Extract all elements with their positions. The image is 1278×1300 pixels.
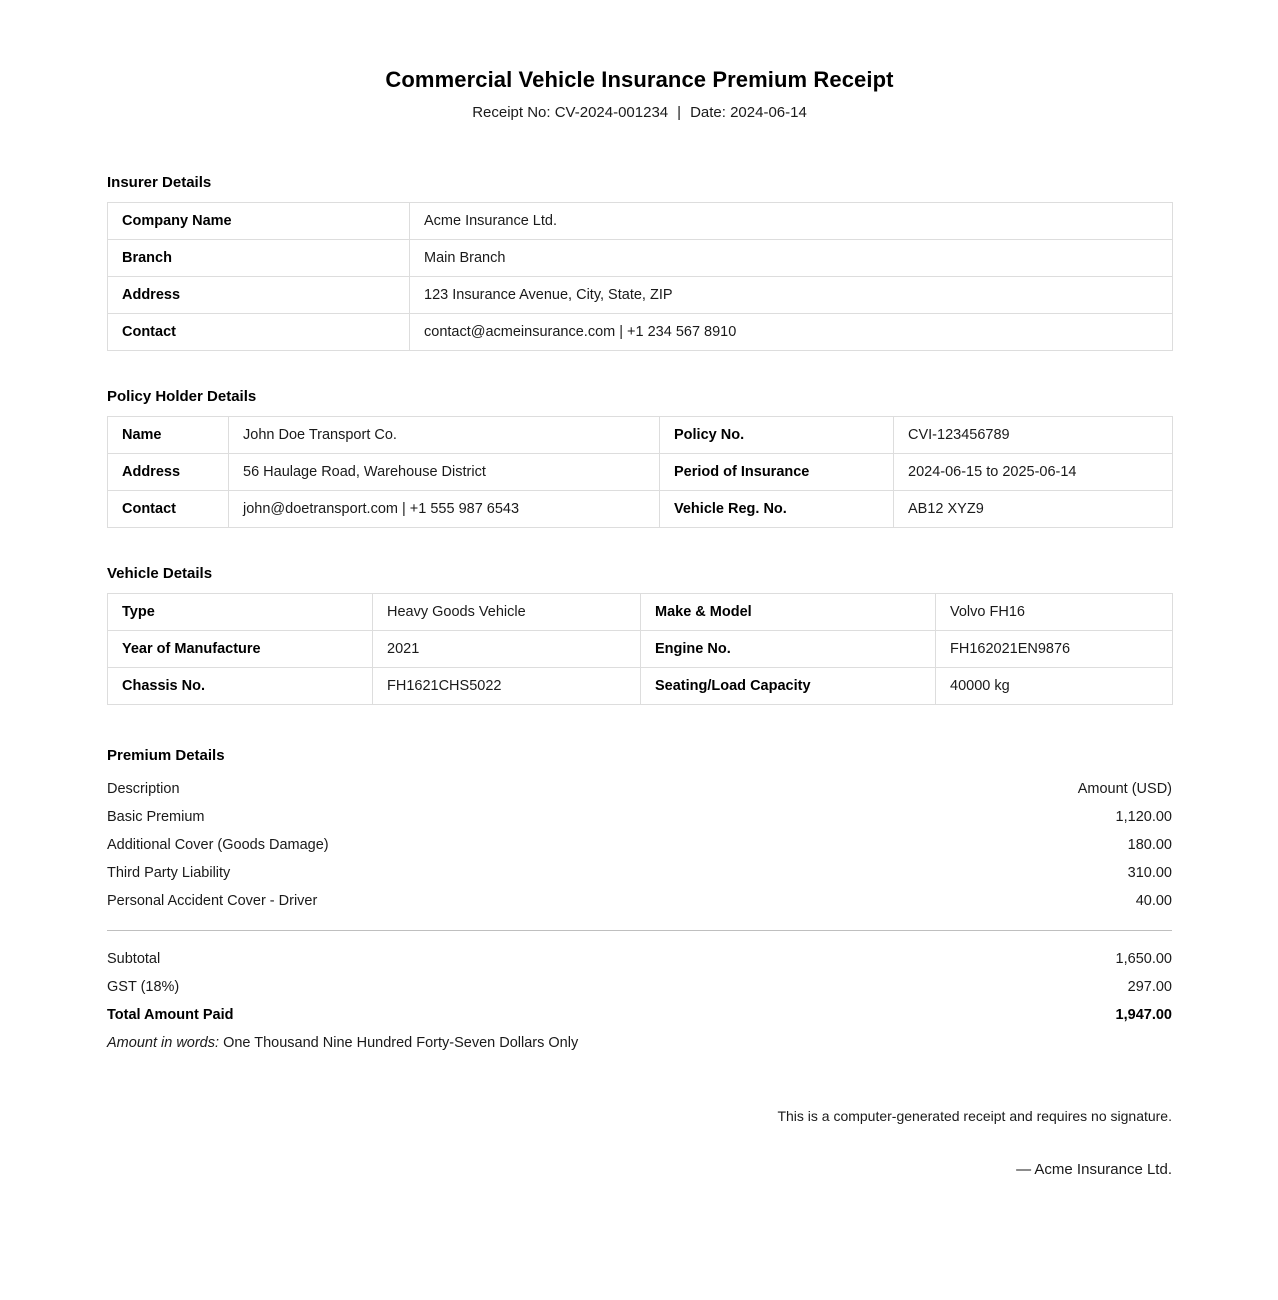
table-row [108,454,1173,491]
list-item [107,803,1172,831]
holder-vehicle-reg-value: AB12 XYZ9 [894,491,1173,528]
subtotal-amount: 1,650.00 [1115,951,1172,967]
total-label: Total Amount Paid [107,1007,234,1023]
list-item [107,831,1172,859]
vehicle-capacity-value: 40000 kg [936,668,1173,705]
list-item [107,859,1172,887]
meta-separator: | [677,104,682,121]
list-item [107,887,1172,915]
insurer-address-value: 123 Insurance Avenue, City, State, ZIP [410,277,1173,314]
premium-item-description: Personal Accident Cover - Driver [107,893,318,909]
premium-item-amount: 40.00 [1135,893,1172,909]
totals-divider [107,930,1172,931]
holder-address-label: Address [108,454,229,491]
gst-label: GST (18%) [107,979,180,995]
premium-item-amount: 1,120.00 [1115,809,1172,825]
amount-in-words-label: Amount in words: [107,1035,220,1051]
total-amount: 1,947.00 [1115,1007,1172,1023]
vehicle-year-label: Year of Manufacture [108,631,373,668]
receipt-date: Date: 2024-06-14 [690,104,807,121]
receipt-number: Receipt No: CV-2024-001234 [472,104,669,121]
insurer-company-name-value: Acme Insurance Ltd. [410,203,1173,240]
table-row [108,668,1173,705]
gst-row [107,973,1172,1001]
premium-column-headers [107,775,1172,803]
holder-period-value: 2024-06-15 to 2025-06-14 [894,454,1173,491]
premium-amount-header: Amount (USD) [1077,781,1172,797]
amount-in-words-value: One Thousand Nine Hundred Forty-Seven Dollars Only [223,1035,579,1051]
policy-holder-details-table [107,416,1173,528]
section-heading-premium: Premium Details [107,747,225,764]
holder-period-label: Period of Insurance [660,454,894,491]
table-row [108,277,1173,314]
vehicle-engine-no-label: Engine No. [641,631,936,668]
premium-description-header: Description [107,781,180,797]
holder-address-value: 56 Haulage Road, Warehouse District [229,454,660,491]
vehicle-details-table [107,593,1173,705]
insurer-branch-value: Main Branch [410,240,1173,277]
insurer-branch-label: Branch [108,240,410,277]
vehicle-type-label: Type [108,594,373,631]
insurer-company-name-label: Company Name [108,203,410,240]
receipt-meta [107,103,1172,123]
insurer-contact-value: contact@acmeinsurance.com | +1 234 567 8910 [410,314,1173,351]
vehicle-capacity-label: Seating/Load Capacity [641,668,936,705]
table-row [108,417,1173,454]
section-heading-vehicle: Vehicle Details [107,565,213,582]
premium-item-description: Basic Premium [107,809,205,825]
footer-note: This is a computer-generated receipt and requires no signature. [777,1108,1172,1124]
table-row [108,240,1173,277]
total-row [107,1001,1172,1029]
table-row [108,203,1173,240]
holder-policy-no-label: Policy No. [660,417,894,454]
table-row [108,594,1173,631]
page-title: Commercial Vehicle Insurance Premium Receipt [385,67,894,92]
footer-signature: — Acme Insurance Ltd. [1016,1161,1172,1178]
section-heading-policy-holder: Policy Holder Details [107,388,257,405]
holder-contact-value: john@doetransport.com | +1 555 987 6543 [229,491,660,528]
table-row [108,631,1173,668]
holder-name-value: John Doe Transport Co. [229,417,660,454]
section-heading-insurer: Insurer Details [107,174,212,191]
holder-policy-no-value: CVI-123456789 [894,417,1173,454]
holder-contact-label: Contact [108,491,229,528]
vehicle-chassis-no-value: FH1621CHS5022 [373,668,641,705]
amount-in-words [107,1029,1172,1057]
premium-item-amount: 310.00 [1127,865,1172,881]
subtotal-row [107,945,1172,973]
subtotal-label: Subtotal [107,951,161,967]
vehicle-make-model-label: Make & Model [641,594,936,631]
insurer-details-table [107,202,1173,351]
gst-amount: 297.00 [1127,979,1172,995]
holder-vehicle-reg-label: Vehicle Reg. No. [660,491,894,528]
vehicle-chassis-no-label: Chassis No. [108,668,373,705]
vehicle-engine-no-value: FH162021EN9876 [936,631,1173,668]
table-row [108,491,1173,528]
insurer-address-label: Address [108,277,410,314]
insurer-contact-label: Contact [108,314,410,351]
vehicle-make-model-value: Volvo FH16 [936,594,1173,631]
table-row [108,314,1173,351]
vehicle-year-value: 2021 [373,631,641,668]
premium-details-list [107,775,1172,1057]
premium-item-amount: 180.00 [1127,837,1172,853]
premium-item-description: Additional Cover (Goods Damage) [107,837,329,853]
premium-item-description: Third Party Liability [107,865,231,881]
holder-name-label: Name [108,417,229,454]
vehicle-type-value: Heavy Goods Vehicle [373,594,641,631]
